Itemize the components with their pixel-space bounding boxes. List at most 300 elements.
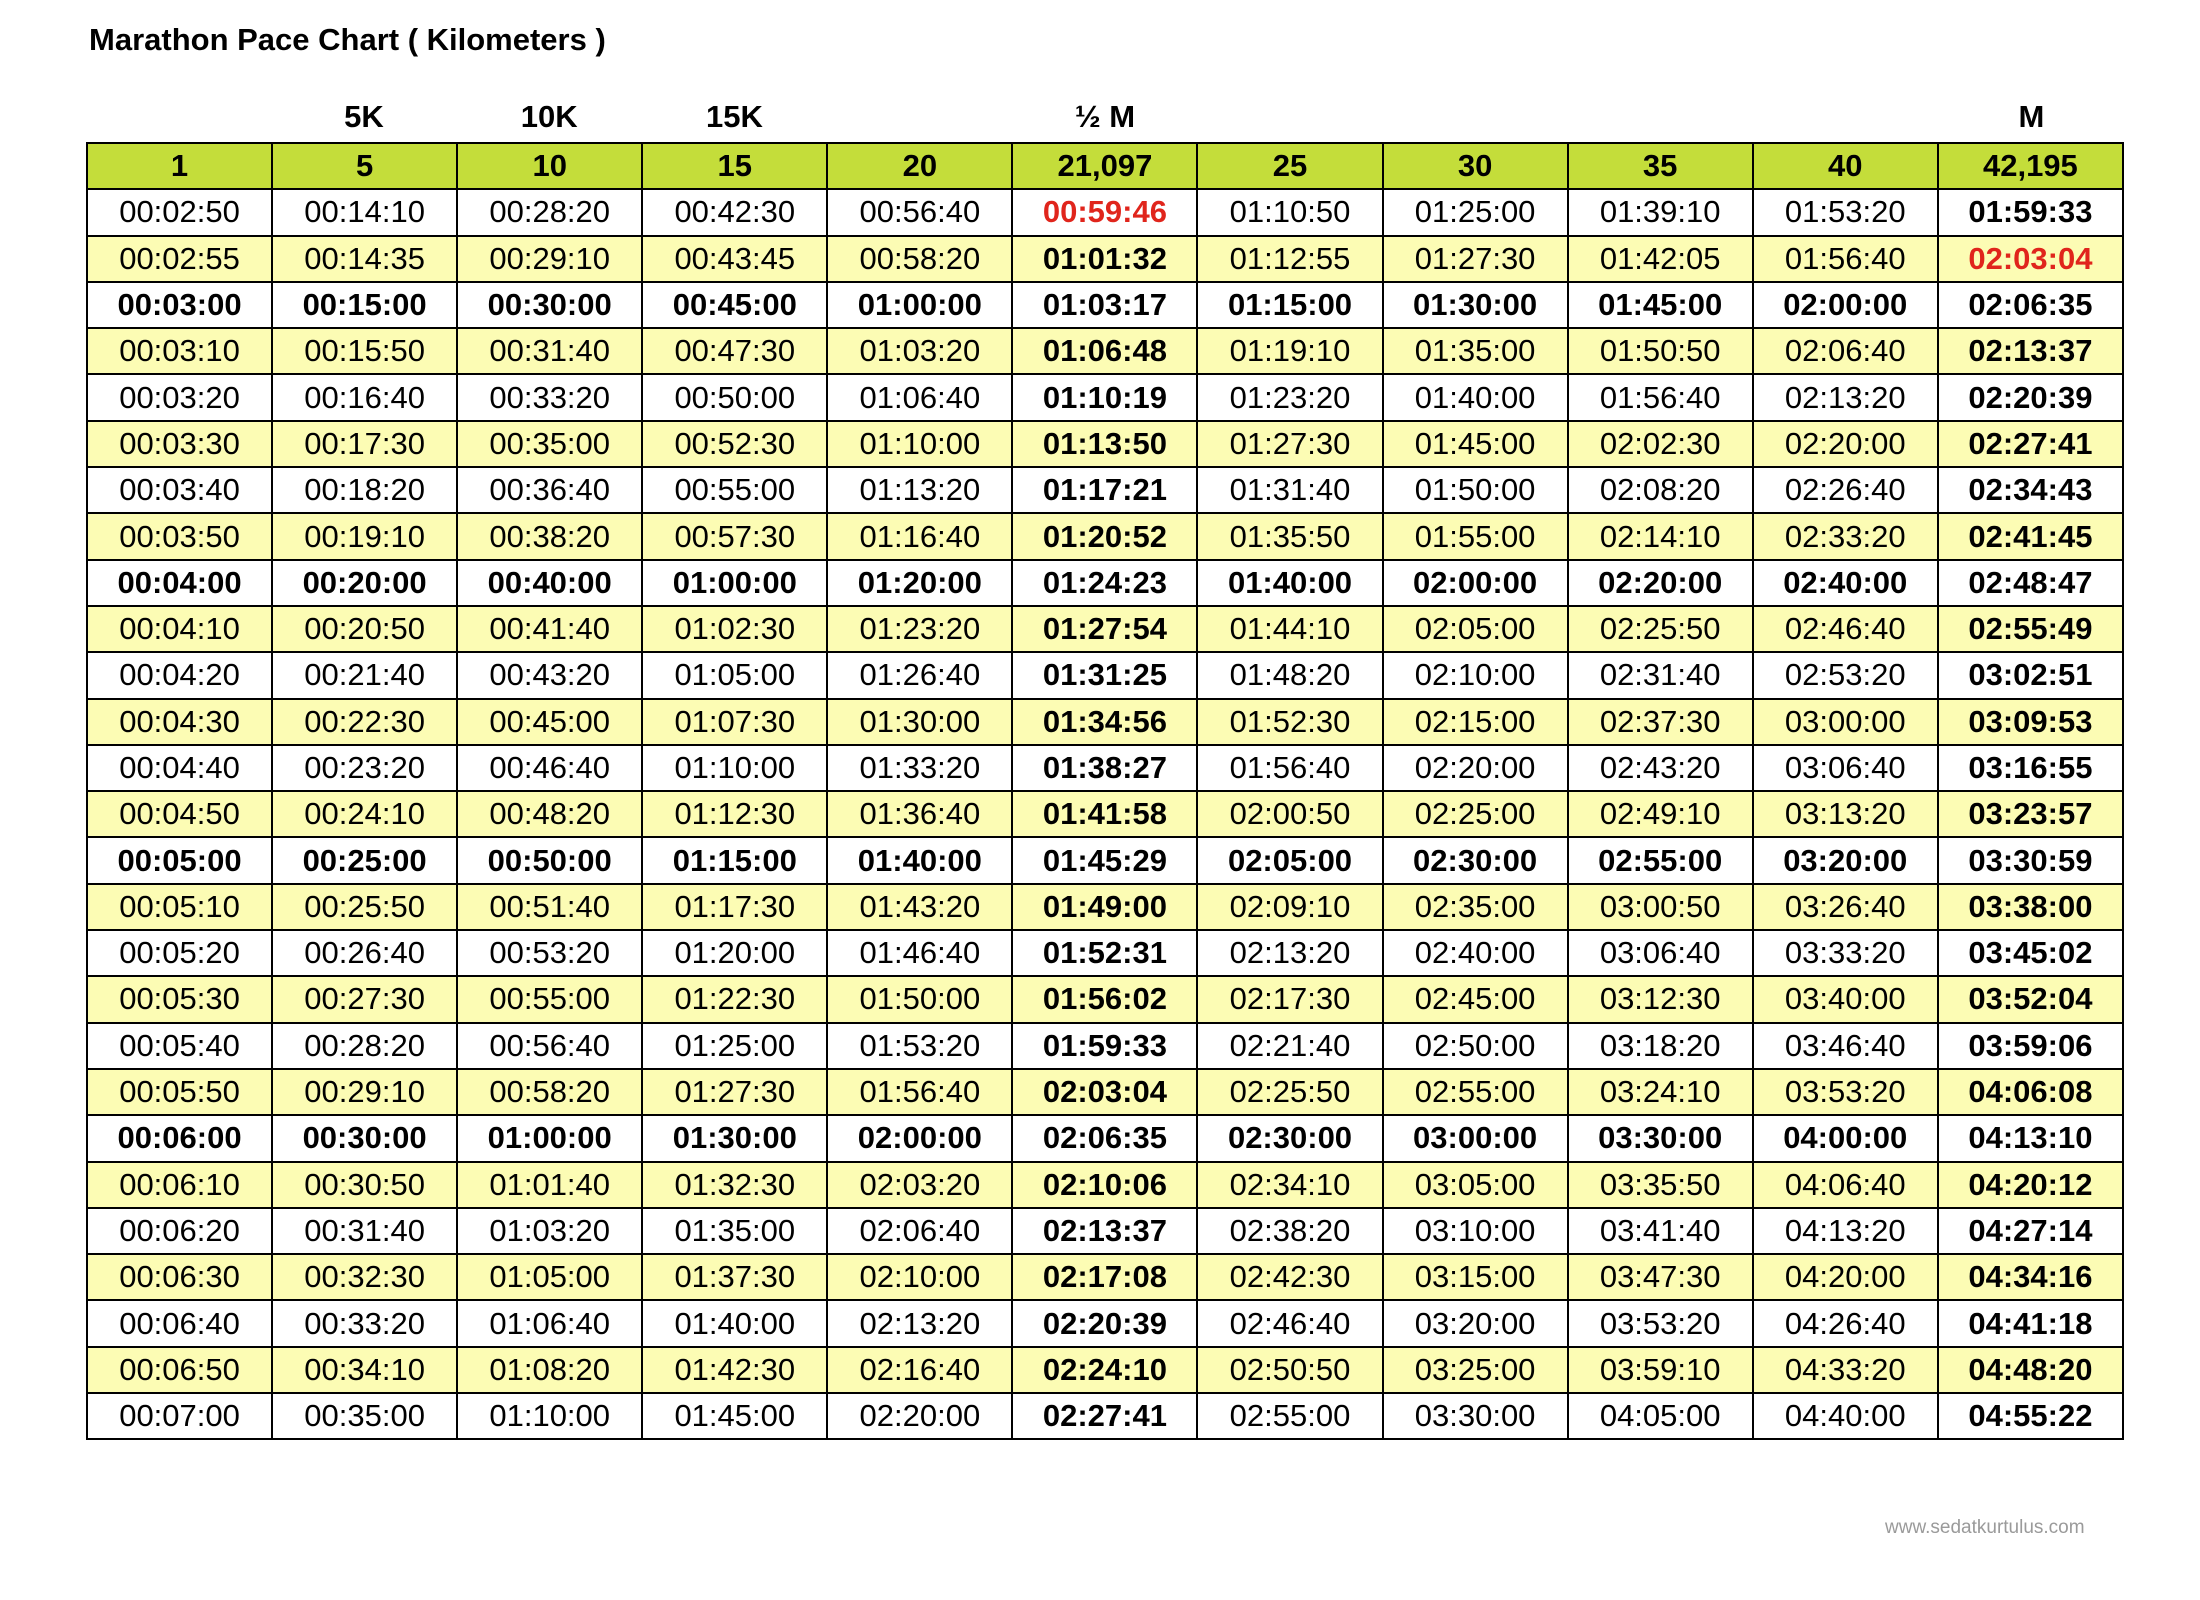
column-header: 20 [827, 143, 1012, 189]
table-cell: 02:30:00 [1383, 837, 1568, 883]
table-cell: 02:05:00 [1197, 837, 1382, 883]
table-cell: 04:00:00 [1753, 1115, 1938, 1161]
table-cell: 03:06:40 [1568, 930, 1753, 976]
table-cell: 02:31:40 [1568, 652, 1753, 698]
table-cell: 03:59:06 [1938, 1023, 2123, 1069]
website-credit: www.sedatkurtulus.com [1885, 1517, 2085, 1538]
table-cell: 00:41:40 [457, 606, 642, 652]
table-cell: 02:34:10 [1197, 1162, 1382, 1208]
table-cell: 00:55:00 [642, 467, 827, 513]
table-cell: 01:10:50 [1197, 189, 1382, 235]
table-row [87, 1254, 2123, 1300]
table-cell: 00:04:10 [87, 606, 272, 652]
table-cell: 02:06:40 [827, 1208, 1012, 1254]
table-cell: 01:40:00 [827, 837, 1012, 883]
table-cell: 01:46:40 [827, 930, 1012, 976]
table-cell: 01:50:50 [1568, 328, 1753, 374]
table-cell: 02:46:40 [1753, 606, 1938, 652]
table-cell: 00:14:35 [272, 236, 457, 282]
table-cell: 01:06:40 [457, 1300, 642, 1346]
table-cell: 03:16:55 [1938, 745, 2123, 791]
table-cell: 03:00:00 [1383, 1115, 1568, 1161]
table-cell: 00:33:20 [272, 1300, 457, 1346]
table-row [87, 976, 2123, 1022]
table-cell: 02:05:00 [1383, 606, 1568, 652]
table-cell: 03:20:00 [1383, 1300, 1568, 1346]
table-cell: 02:00:50 [1197, 791, 1382, 837]
table-cell: 02:24:10 [1012, 1347, 1197, 1393]
table-cell: 00:04:00 [87, 560, 272, 606]
table-cell: 01:26:40 [827, 652, 1012, 698]
table-cell: 02:55:00 [1197, 1393, 1382, 1439]
distance-label [1753, 92, 1938, 142]
table-cell: 02:10:06 [1012, 1162, 1197, 1208]
table-cell: 01:27:30 [1383, 236, 1568, 282]
table-cell: 03:23:57 [1938, 791, 2123, 837]
column-header: 35 [1568, 143, 1753, 189]
table-cell: 00:30:00 [457, 282, 642, 328]
table-cell: 01:38:27 [1012, 745, 1197, 791]
table-cell: 03:25:00 [1383, 1347, 1568, 1393]
table-cell: 01:05:00 [642, 652, 827, 698]
table-row [87, 328, 2123, 374]
table-cell: 01:49:00 [1012, 884, 1197, 930]
table-cell: 00:15:00 [272, 282, 457, 328]
table-cell: 02:37:30 [1568, 699, 1753, 745]
table-row [87, 1300, 2123, 1346]
table-cell: 00:52:30 [642, 421, 827, 467]
table-cell: 01:53:20 [827, 1023, 1012, 1069]
table-cell: 04:27:14 [1938, 1208, 2123, 1254]
table-cell: 00:59:46 [1012, 189, 1197, 235]
table-cell: 00:42:30 [642, 189, 827, 235]
table-cell: 03:41:40 [1568, 1208, 1753, 1254]
table-cell: 01:31:25 [1012, 652, 1197, 698]
table-cell: 03:00:00 [1753, 699, 1938, 745]
table-cell: 01:07:30 [642, 699, 827, 745]
table-cell: 00:02:50 [87, 189, 272, 235]
table-cell: 01:16:40 [827, 513, 1012, 559]
table-cell: 01:40:00 [642, 1300, 827, 1346]
table-cell: 00:06:30 [87, 1254, 272, 1300]
table-cell: 02:20:39 [1012, 1300, 1197, 1346]
table-cell: 02:16:40 [827, 1347, 1012, 1393]
table-cell: 02:00:00 [827, 1115, 1012, 1161]
table-cell: 01:12:55 [1197, 236, 1382, 282]
table-cell: 00:25:00 [272, 837, 457, 883]
table-cell: 01:27:54 [1012, 606, 1197, 652]
table-cell: 03:24:10 [1568, 1069, 1753, 1115]
table-cell: 01:35:00 [642, 1208, 827, 1254]
table-cell: 01:08:20 [457, 1347, 642, 1393]
table-cell: 00:05:20 [87, 930, 272, 976]
table-cell: 00:43:45 [642, 236, 827, 282]
table-cell: 04:34:16 [1938, 1254, 2123, 1300]
table-cell: 01:45:00 [1568, 282, 1753, 328]
table-cell: 02:13:20 [1197, 930, 1382, 976]
table-cell: 00:40:00 [457, 560, 642, 606]
distance-label: 15K [706, 99, 763, 134]
table-cell: 03:45:02 [1938, 930, 2123, 976]
table-cell: 04:55:22 [1938, 1393, 2123, 1439]
table-cell: 01:10:00 [827, 421, 1012, 467]
table-cell: 01:37:30 [642, 1254, 827, 1300]
table-cell: 01:02:30 [642, 606, 827, 652]
table-cell: 02:03:04 [1938, 236, 2123, 282]
table-cell: 01:03:20 [457, 1208, 642, 1254]
distance-label [1383, 92, 1568, 142]
table-cell: 00:17:30 [272, 421, 457, 467]
table-cell: 01:19:10 [1197, 328, 1382, 374]
table-row [87, 282, 2123, 328]
table-cell: 02:17:30 [1197, 976, 1382, 1022]
table-cell: 00:30:00 [272, 1115, 457, 1161]
table-cell: 00:21:40 [272, 652, 457, 698]
table-row [87, 189, 2123, 235]
table-cell: 01:20:52 [1012, 513, 1197, 559]
pace-table [86, 142, 2124, 1440]
table-cell: 01:27:30 [642, 1069, 827, 1115]
table-cell: 02:27:41 [1012, 1393, 1197, 1439]
table-cell: 02:35:00 [1383, 884, 1568, 930]
table-cell: 00:04:40 [87, 745, 272, 791]
column-header: 5 [272, 143, 457, 189]
table-cell: 01:48:20 [1197, 652, 1382, 698]
distance-label [1568, 92, 1753, 142]
table-cell: 01:12:30 [642, 791, 827, 837]
distance-label: ½ M [1074, 99, 1136, 134]
table-cell: 04:06:08 [1938, 1069, 2123, 1115]
table-row [87, 652, 2123, 698]
table-cell: 00:58:20 [457, 1069, 642, 1115]
table-cell: 02:20:00 [1383, 745, 1568, 791]
table-cell: 00:26:40 [272, 930, 457, 976]
header-row [87, 143, 2123, 189]
table-row [87, 884, 2123, 930]
table-cell: 02:27:41 [1938, 421, 2123, 467]
table-cell: 03:00:50 [1568, 884, 1753, 930]
table-cell: 01:50:00 [1383, 467, 1568, 513]
table-cell: 02:50:00 [1383, 1023, 1568, 1069]
table-cell: 02:34:43 [1938, 467, 2123, 513]
table-cell: 01:59:33 [1012, 1023, 1197, 1069]
distance-label [1198, 92, 1383, 142]
table-cell: 00:48:20 [457, 791, 642, 837]
table-cell: 00:23:20 [272, 745, 457, 791]
table-cell: 00:27:30 [272, 976, 457, 1022]
table-cell: 02:06:40 [1753, 328, 1938, 374]
table-cell: 00:31:40 [457, 328, 642, 374]
table-cell: 00:56:40 [457, 1023, 642, 1069]
column-header: 1 [87, 143, 272, 189]
table-cell: 01:13:50 [1012, 421, 1197, 467]
table-row [87, 467, 2123, 513]
table-cell: 01:56:40 [1753, 236, 1938, 282]
distance-label: M [2018, 99, 2045, 134]
table-cell: 01:20:00 [827, 560, 1012, 606]
table-cell: 00:06:40 [87, 1300, 272, 1346]
table-cell: 04:26:40 [1753, 1300, 1938, 1346]
distance-label [86, 92, 271, 142]
table-cell: 01:35:00 [1383, 328, 1568, 374]
table-cell: 01:31:40 [1197, 467, 1382, 513]
table-cell: 00:20:50 [272, 606, 457, 652]
table-cell: 04:13:10 [1938, 1115, 2123, 1161]
table-cell: 01:05:00 [457, 1254, 642, 1300]
table-cell: 01:45:00 [1383, 421, 1568, 467]
table-cell: 00:03:00 [87, 282, 272, 328]
table-cell: 00:14:10 [272, 189, 457, 235]
table-cell: 00:06:20 [87, 1208, 272, 1254]
table-cell: 00:20:00 [272, 560, 457, 606]
table-cell: 01:40:00 [1197, 560, 1382, 606]
table-cell: 03:35:50 [1568, 1162, 1753, 1208]
page-title: Marathon Pace Chart ( Kilometers ) [89, 22, 606, 57]
table-cell: 00:38:20 [457, 513, 642, 559]
table-cell: 02:25:00 [1383, 791, 1568, 837]
table-cell: 00:06:10 [87, 1162, 272, 1208]
table-cell: 01:27:30 [1197, 421, 1382, 467]
table-cell: 04:06:40 [1753, 1162, 1938, 1208]
table-row [87, 606, 2123, 652]
table-cell: 01:34:56 [1012, 699, 1197, 745]
table-cell: 01:30:00 [1383, 282, 1568, 328]
table-cell: 01:50:00 [827, 976, 1012, 1022]
table-cell: 00:47:30 [642, 328, 827, 374]
table-cell: 00:28:20 [272, 1023, 457, 1069]
table-cell: 00:04:50 [87, 791, 272, 837]
table-cell: 00:28:20 [457, 189, 642, 235]
table-row [87, 560, 2123, 606]
table-cell: 01:03:20 [827, 328, 1012, 374]
table-cell: 02:03:20 [827, 1162, 1012, 1208]
table-cell: 01:35:50 [1197, 513, 1382, 559]
table-row [87, 421, 2123, 467]
table-cell: 01:24:23 [1012, 560, 1197, 606]
table-cell: 02:33:20 [1753, 513, 1938, 559]
column-header: 21,097 [1012, 143, 1197, 189]
table-cell: 01:55:00 [1383, 513, 1568, 559]
table-cell: 01:56:40 [1568, 374, 1753, 420]
table-cell: 01:13:20 [827, 467, 1012, 513]
table-cell: 02:06:35 [1938, 282, 2123, 328]
table-cell: 02:55:49 [1938, 606, 2123, 652]
table-cell: 01:25:00 [1383, 189, 1568, 235]
table-cell: 00:15:50 [272, 328, 457, 374]
table-cell: 02:20:00 [1568, 560, 1753, 606]
table-cell: 01:52:30 [1197, 699, 1382, 745]
table-cell: 00:53:20 [457, 930, 642, 976]
table-cell: 03:47:30 [1568, 1254, 1753, 1300]
table-cell: 00:32:30 [272, 1254, 457, 1300]
table-cell: 01:59:33 [1938, 189, 2123, 235]
table-cell: 00:22:30 [272, 699, 457, 745]
table-cell: 00:33:20 [457, 374, 642, 420]
table-cell: 00:16:40 [272, 374, 457, 420]
table-cell: 00:05:30 [87, 976, 272, 1022]
table-cell: 00:07:00 [87, 1393, 272, 1439]
table-row [87, 1393, 2123, 1439]
table-cell: 00:25:50 [272, 884, 457, 930]
table-cell: 01:56:40 [827, 1069, 1012, 1115]
table-cell: 00:30:50 [272, 1162, 457, 1208]
table-cell: 02:00:00 [1753, 282, 1938, 328]
table-cell: 04:13:20 [1753, 1208, 1938, 1254]
table-cell: 02:14:10 [1568, 513, 1753, 559]
table-cell: 01:53:20 [1753, 189, 1938, 235]
table-cell: 01:00:00 [827, 282, 1012, 328]
table-cell: 01:39:10 [1568, 189, 1753, 235]
table-cell: 01:15:00 [1197, 282, 1382, 328]
table-cell: 02:09:10 [1197, 884, 1382, 930]
table-cell: 01:20:00 [642, 930, 827, 976]
table-cell: 01:42:30 [642, 1347, 827, 1393]
table-cell: 00:24:10 [272, 791, 457, 837]
table-cell: 02:45:00 [1383, 976, 1568, 1022]
table-cell: 02:41:45 [1938, 513, 2123, 559]
table-cell: 02:15:00 [1383, 699, 1568, 745]
table-cell: 00:03:50 [87, 513, 272, 559]
table-cell: 01:23:20 [827, 606, 1012, 652]
table-cell: 01:10:19 [1012, 374, 1197, 420]
table-cell: 00:03:20 [87, 374, 272, 420]
table-cell: 03:06:40 [1753, 745, 1938, 791]
table-cell: 03:59:10 [1568, 1347, 1753, 1393]
column-header: 15 [642, 143, 827, 189]
table-cell: 00:43:20 [457, 652, 642, 698]
table-cell: 01:17:30 [642, 884, 827, 930]
table-cell: 00:29:10 [272, 1069, 457, 1115]
table-cell: 03:46:40 [1753, 1023, 1938, 1069]
table-cell: 01:01:32 [1012, 236, 1197, 282]
column-header: 30 [1383, 143, 1568, 189]
table-cell: 01:52:31 [1012, 930, 1197, 976]
table-cell: 01:45:00 [642, 1393, 827, 1439]
table-cell: 01:01:40 [457, 1162, 642, 1208]
table-cell: 00:55:00 [457, 976, 642, 1022]
table-row [87, 1162, 2123, 1208]
table-cell: 03:09:53 [1938, 699, 2123, 745]
table-row [87, 930, 2123, 976]
table-cell: 01:17:21 [1012, 467, 1197, 513]
table-cell: 03:15:00 [1383, 1254, 1568, 1300]
table-cell: 00:35:00 [272, 1393, 457, 1439]
table-cell: 01:41:58 [1012, 791, 1197, 837]
table-cell: 03:05:00 [1383, 1162, 1568, 1208]
table-cell: 03:18:20 [1568, 1023, 1753, 1069]
table-row [87, 374, 2123, 420]
table-cell: 00:34:10 [272, 1347, 457, 1393]
table-cell: 02:13:20 [1753, 374, 1938, 420]
table-cell: 01:25:00 [642, 1023, 827, 1069]
table-cell: 00:18:20 [272, 467, 457, 513]
table-cell: 01:42:05 [1568, 236, 1753, 282]
table-cell: 00:35:00 [457, 421, 642, 467]
table-cell: 04:41:18 [1938, 1300, 2123, 1346]
table-cell: 03:30:00 [1383, 1393, 1568, 1439]
table-cell: 00:46:40 [457, 745, 642, 791]
table-row [87, 1347, 2123, 1393]
table-cell: 02:53:20 [1753, 652, 1938, 698]
table-cell: 00:19:10 [272, 513, 457, 559]
table-cell: 04:05:00 [1568, 1393, 1753, 1439]
table-row [87, 699, 2123, 745]
table-cell: 02:25:50 [1568, 606, 1753, 652]
table-cell: 02:10:00 [827, 1254, 1012, 1300]
table-cell: 00:06:00 [87, 1115, 272, 1161]
table-cell: 04:20:00 [1753, 1254, 1938, 1300]
table-cell: 02:30:00 [1197, 1115, 1382, 1161]
table-cell: 00:06:50 [87, 1347, 272, 1393]
table-cell: 00:03:40 [87, 467, 272, 513]
table-row [87, 1023, 2123, 1069]
table-cell: 02:25:50 [1197, 1069, 1382, 1115]
table-cell: 01:00:00 [642, 560, 827, 606]
column-header: 42,195 [1938, 143, 2123, 189]
table-cell: 02:55:00 [1568, 837, 1753, 883]
table-cell: 02:20:00 [827, 1393, 1012, 1439]
distance-label [827, 92, 1012, 142]
table-cell: 01:43:20 [827, 884, 1012, 930]
table-cell: 02:08:20 [1568, 467, 1753, 513]
table-cell: 02:42:30 [1197, 1254, 1382, 1300]
distance-label-row [86, 92, 2124, 142]
table-cell: 03:53:20 [1753, 1069, 1938, 1115]
table-cell: 03:20:00 [1753, 837, 1938, 883]
table-cell: 03:30:00 [1568, 1115, 1753, 1161]
table-cell: 01:44:10 [1197, 606, 1382, 652]
table-cell: 00:56:40 [827, 189, 1012, 235]
table-cell: 02:21:40 [1197, 1023, 1382, 1069]
table-cell: 01:10:00 [642, 745, 827, 791]
table-cell: 02:02:30 [1568, 421, 1753, 467]
table-cell: 02:17:08 [1012, 1254, 1197, 1300]
table-cell: 02:10:00 [1383, 652, 1568, 698]
table-cell: 02:40:00 [1753, 560, 1938, 606]
table-cell: 00:05:40 [87, 1023, 272, 1069]
table-cell: 03:38:00 [1938, 884, 2123, 930]
table-cell: 01:45:29 [1012, 837, 1197, 883]
table-cell: 00:36:40 [457, 467, 642, 513]
table-cell: 01:36:40 [827, 791, 1012, 837]
column-header: 25 [1197, 143, 1382, 189]
table-cell: 02:13:20 [827, 1300, 1012, 1346]
table-cell: 02:46:40 [1197, 1300, 1382, 1346]
table-cell: 02:00:00 [1383, 560, 1568, 606]
table-cell: 02:13:37 [1012, 1208, 1197, 1254]
table-cell: 01:30:00 [827, 699, 1012, 745]
table-cell: 02:20:39 [1938, 374, 2123, 420]
table-cell: 00:05:10 [87, 884, 272, 930]
table-row [87, 236, 2123, 282]
table-cell: 00:02:55 [87, 236, 272, 282]
table-cell: 00:58:20 [827, 236, 1012, 282]
table-cell: 03:12:30 [1568, 976, 1753, 1022]
table-cell: 00:03:10 [87, 328, 272, 374]
table-row [87, 1208, 2123, 1254]
table-cell: 01:40:00 [1383, 374, 1568, 420]
table-cell: 02:03:04 [1012, 1069, 1197, 1115]
table-cell: 03:53:20 [1568, 1300, 1753, 1346]
distance-label: 10K [520, 99, 578, 134]
table-cell: 00:04:20 [87, 652, 272, 698]
table-cell: 01:56:02 [1012, 976, 1197, 1022]
table-cell: 03:33:20 [1753, 930, 1938, 976]
table-cell: 02:13:37 [1938, 328, 2123, 374]
table-cell: 02:43:20 [1568, 745, 1753, 791]
column-header: 40 [1753, 143, 1938, 189]
table-cell: 03:10:00 [1383, 1208, 1568, 1254]
